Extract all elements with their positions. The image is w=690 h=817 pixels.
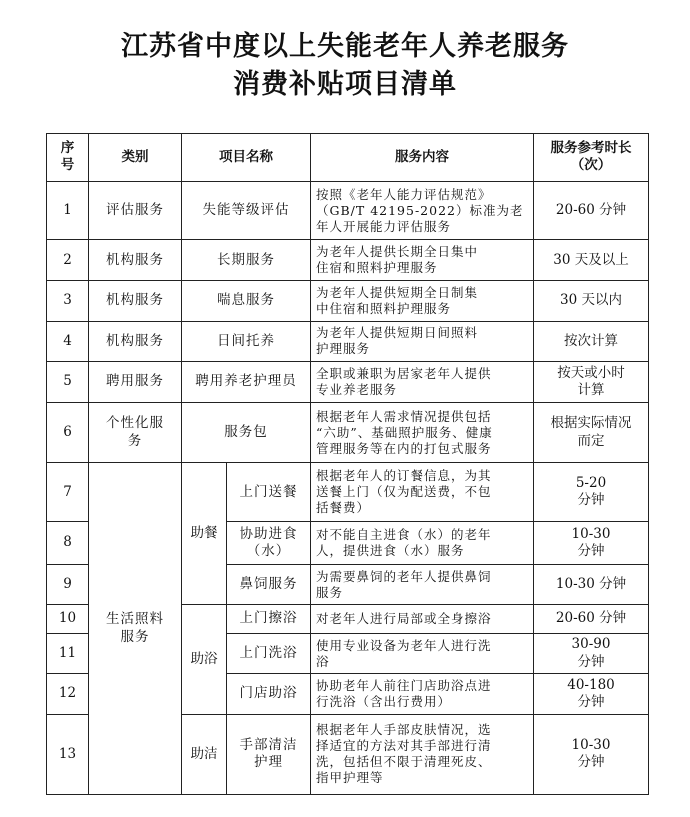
table-row: [47, 280, 649, 321]
row-no: 4: [47, 321, 89, 362]
header-item: 项目名称: [182, 134, 311, 182]
row-duration: 5-20 分钟: [534, 463, 649, 522]
group-life-care: 生活照料 服务: [89, 463, 182, 795]
row-duration: 30 天及以上: [534, 240, 649, 281]
row-no: 9: [47, 564, 89, 605]
table-row: [47, 181, 649, 240]
subgroup-bath: 助浴: [182, 605, 227, 714]
row-content: 按照《老年人能力评估规范》 （GB/T 42195-2022）标准为老 年人开展能力评估服务: [311, 181, 534, 240]
row-item: 门店助浴: [227, 674, 311, 715]
row-category: 个性化服 务: [89, 402, 182, 463]
row-no: 13: [47, 714, 89, 794]
row-content: 为老年人提供短期全日制集 中住宿和照料护理服务: [311, 280, 534, 321]
subgroup-clean: 助洁: [182, 714, 227, 794]
row-item: 日间托养: [182, 321, 311, 362]
row-no: 6: [47, 402, 89, 463]
row-no: 8: [47, 522, 89, 565]
row-duration: 10-30 分钟: [534, 522, 649, 565]
row-category: 聘用服务: [89, 362, 182, 403]
row-duration: 20-60 分钟: [534, 605, 649, 633]
document-title-line1: 江苏省中度以上失能老年人养老服务: [121, 31, 569, 62]
row-item: 上门洗浴: [227, 633, 311, 674]
row-no: 3: [47, 280, 89, 321]
row-no: 1: [47, 181, 89, 240]
row-no: 11: [47, 633, 89, 674]
row-duration: 20-60 分钟: [534, 181, 649, 240]
row-item: 聘用养老护理员: [182, 362, 311, 403]
row-content: 对不能自主进食（水）的老年 人，提供进食（水）服务: [311, 522, 534, 565]
table-row: [47, 321, 649, 362]
row-content: 使用专业设备为老年人进行洗 浴: [311, 633, 534, 674]
row-duration: 10-30 分钟: [534, 564, 649, 605]
row-item: 上门送餐: [227, 463, 311, 522]
row-duration: 30-90 分钟: [534, 633, 649, 674]
row-content: 为需要鼻饲的老年人提供鼻饲 服务: [311, 564, 534, 605]
subsidy-items-table: [46, 133, 649, 795]
row-item: 喘息服务: [182, 280, 311, 321]
row-content: 全职或兼职为居家老年人提供 专业养老服务: [311, 362, 534, 403]
row-category: 机构服务: [89, 321, 182, 362]
row-item: 长期服务: [182, 240, 311, 281]
header-no: 序 号: [47, 134, 89, 182]
table-header-row: [47, 134, 649, 182]
row-duration: 按天或小时 计算: [534, 362, 649, 403]
row-item: 鼻饲服务: [227, 564, 311, 605]
row-duration: 30 天以内: [534, 280, 649, 321]
row-item: 上门擦浴: [227, 605, 311, 633]
row-no: 2: [47, 240, 89, 281]
row-content: 为老年人提供短期日间照料 护理服务: [311, 321, 534, 362]
row-content: 根据老年人的订餐信息，为其 送餐上门（仅为配送费，不包 括餐费）: [311, 463, 534, 522]
table-row: [47, 463, 649, 522]
row-duration: 根据实际情况 而定: [534, 402, 649, 463]
table-row: [47, 240, 649, 281]
row-duration: 10-30 分钟: [534, 714, 649, 794]
row-item: 服务包: [182, 402, 311, 463]
row-item: 协助进食 （水）: [227, 522, 311, 565]
subgroup-meal: 助餐: [182, 463, 227, 605]
row-no: 10: [47, 605, 89, 633]
row-no: 12: [47, 674, 89, 715]
header-category: 类别: [89, 134, 182, 182]
row-content: 根据老年人手部皮肤情况，选 择适宜的方法对其手部进行清 洗，包括但不限于清理死皮、 指甲护理等: [311, 714, 534, 794]
row-category: 机构服务: [89, 240, 182, 281]
header-duration: 服务参考时长 （次）: [534, 134, 649, 182]
row-content: 协助老年人前往门店助浴点进 行洗浴（含出行费用）: [311, 674, 534, 715]
row-duration: 40-180 分钟: [534, 674, 649, 715]
row-category: 机构服务: [89, 280, 182, 321]
row-content: 根据老年人需求情况提供包括 “六助”、基础照护服务、健康 管理服务等在内的打包式服务: [311, 402, 534, 463]
table-row: [47, 362, 649, 403]
row-duration: 按次计算: [534, 321, 649, 362]
row-no: 7: [47, 463, 89, 522]
row-item: 失能等级评估: [182, 181, 311, 240]
row-content: 对老年人进行局部或全身擦浴: [311, 605, 534, 633]
document-title-line2: 消费补贴项目清单: [233, 69, 457, 100]
row-item: 手部清洁 护理: [227, 714, 311, 794]
header-content: 服务内容: [311, 134, 534, 182]
row-content: 为老年人提供长期全日集中 住宿和照料护理服务: [311, 240, 534, 281]
row-category: 评估服务: [89, 181, 182, 240]
table-row: [47, 402, 649, 463]
row-no: 5: [47, 362, 89, 403]
